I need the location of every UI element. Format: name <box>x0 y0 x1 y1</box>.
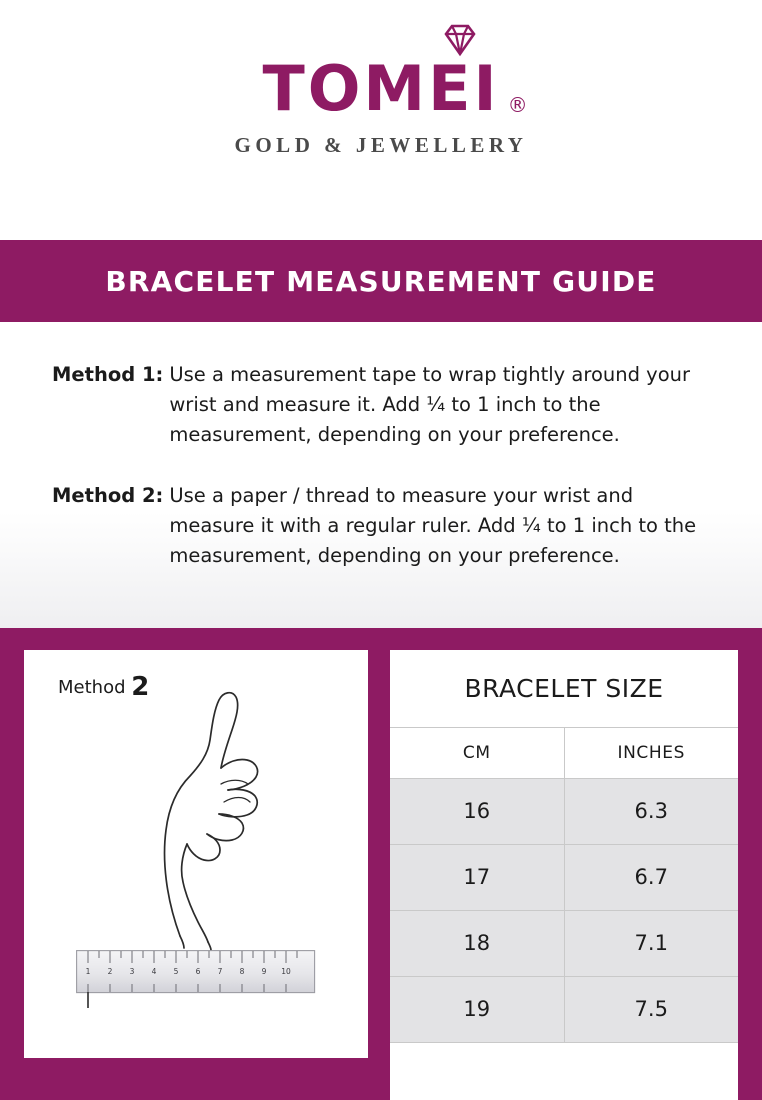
method-2-text: Use a paper / thread to measure your wrist and measure it with a regular ruler. Add ¼ to 1 inch to the measurement, depending on your preference. <box>169 483 697 568</box>
illustration-card <box>24 650 368 1058</box>
svg-text:3: 3 <box>129 967 135 976</box>
brand-wordmark: TOMEI <box>262 52 500 125</box>
illustration-caption-label: Method <box>58 677 126 698</box>
cell-inches: 6.3 <box>564 778 738 844</box>
method-2-label: Method 2: <box>52 483 164 507</box>
method-1-text: Use a measurement tape to wrap tightly around your wrist and measure it. Add ¼ to 1 inch to the measurement, depending on your preference. <box>169 363 691 447</box>
cell-inches: 7.5 <box>564 976 738 1042</box>
method-1-label: Method 1: <box>52 363 164 386</box>
hand-with-thread-icon <box>120 684 310 959</box>
cell-cm: 16 <box>390 778 564 844</box>
logo-row <box>262 52 528 125</box>
svg-text:1: 1 <box>85 967 91 976</box>
cell-cm: 19 <box>390 976 564 1042</box>
cell-cm: 18 <box>390 910 564 976</box>
svg-text:4: 4 <box>151 967 157 976</box>
column-header-inches: INCHES <box>564 728 738 778</box>
page-title-bar <box>0 240 762 322</box>
svg-text:6: 6 <box>195 967 201 976</box>
size-table-header-row <box>390 728 738 778</box>
svg-text:8: 8 <box>239 967 245 976</box>
cell-cm: 17 <box>390 844 564 910</box>
svg-text:9: 9 <box>261 967 267 976</box>
page-title: BRACELET MEASUREMENT GUIDE <box>105 264 657 298</box>
table-row <box>390 844 738 910</box>
table-row <box>390 976 738 1042</box>
method-1 <box>52 360 718 451</box>
table-row <box>390 910 738 976</box>
brand-header <box>0 0 762 238</box>
svg-text:7: 7 <box>217 967 223 976</box>
column-header-cm: CM <box>390 728 564 778</box>
cell-inches: 6.7 <box>564 844 738 910</box>
bottom-panel <box>0 628 762 1100</box>
svg-text:5: 5 <box>173 967 179 976</box>
cell-inches: 7.1 <box>564 910 738 976</box>
registered-trademark: ® <box>507 93 528 118</box>
method-2 <box>52 481 718 572</box>
size-table-card <box>390 650 738 1100</box>
brand-tagline: GOLD & JEWELLERY <box>234 133 528 158</box>
logo-wrap <box>0 52 762 158</box>
diamond-icon <box>442 23 478 57</box>
svg-text:10: 10 <box>281 967 291 976</box>
size-table <box>390 728 738 1043</box>
table-row <box>390 778 738 844</box>
svg-text:2: 2 <box>107 967 113 976</box>
illustration-caption-number: 2 <box>131 672 150 702</box>
methods-section <box>0 322 762 628</box>
size-table-title-row <box>390 650 738 728</box>
size-table-title: BRACELET SIZE <box>464 674 664 703</box>
ruler-icon <box>76 950 316 1017</box>
